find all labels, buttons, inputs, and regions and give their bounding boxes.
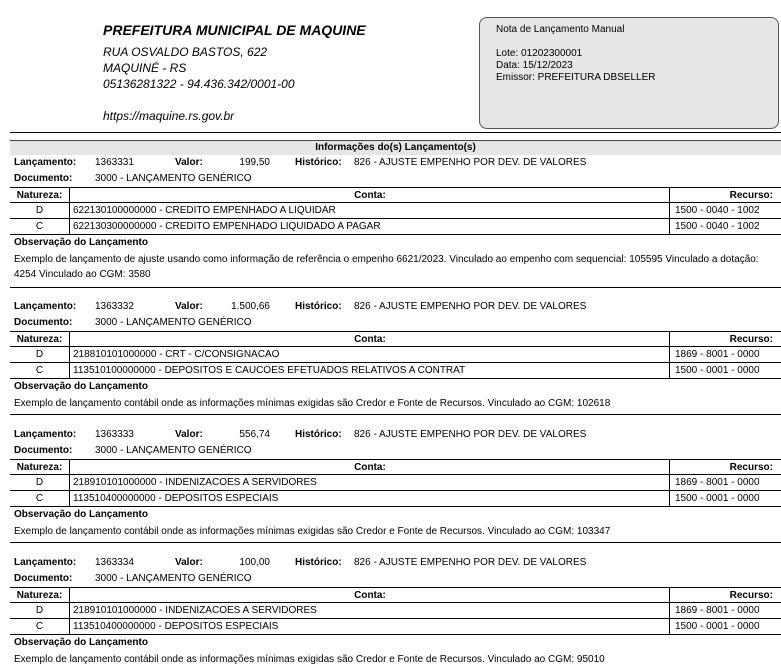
natureza-cell: C <box>10 491 70 507</box>
table-row <box>10 203 781 219</box>
documento-row <box>10 171 781 187</box>
lancamento-label: Lançamento: <box>14 301 77 312</box>
recurso-cell: 1500 - 0001 - 0000 <box>675 365 760 376</box>
conta-header: Conta: <box>71 332 670 348</box>
observacao-title: Observação do Lançamento <box>14 637 148 648</box>
documento-row <box>10 443 781 459</box>
observacao-title: Observação do Lançamento <box>14 381 148 392</box>
header-divider <box>10 132 781 133</box>
entry-divider <box>10 287 781 288</box>
entry-summary-row <box>10 555 781 571</box>
table-row <box>10 219 781 235</box>
recurso-header: Recurso: <box>729 334 773 345</box>
documento-row <box>10 315 781 331</box>
recurso-cell: 1869 - 8001 - 0000 <box>675 605 760 616</box>
historico-label: Histórico: <box>295 157 342 168</box>
recurso-header: Recurso: <box>729 190 773 201</box>
nota-info-box <box>479 17 779 129</box>
recurso-cell: 1869 - 8001 - 0000 <box>675 477 760 488</box>
observacao-text: Exemplo de lançamento contábil onde as informações mínimas exigidas são Credor e Fonte de Recursos. Vinculado ao CGM: 102618 <box>14 398 611 409</box>
entry-divider <box>10 542 781 543</box>
natureza-cell: D <box>10 347 70 363</box>
natureza-cell: C <box>10 619 70 635</box>
natureza-cell: C <box>10 219 70 235</box>
recurso-header: Recurso: <box>729 590 773 601</box>
natureza-header: Natureza: <box>10 332 70 348</box>
table-row <box>10 491 781 507</box>
documento-label: Documento: <box>14 173 73 184</box>
table-header-row <box>10 587 781 603</box>
recurso-cell: 1869 - 8001 - 0000 <box>675 349 760 360</box>
recurso-cell: 1500 - 0001 - 0000 <box>675 493 760 504</box>
natureza-header: Natureza: <box>10 460 70 476</box>
nota-emissor: Emissor: PREFEITURA DBSELLER <box>496 72 656 83</box>
valor-label: Valor: <box>175 157 203 168</box>
conta-header: Conta: <box>71 588 670 604</box>
lancamento-value: 1363331 <box>95 157 134 168</box>
contact-line: 05136281322 - 94.436.342/0001-00 <box>103 77 295 91</box>
historico-value: 826 - AJUSTE EMPENHO POR DEV. DE VALORES <box>354 557 587 568</box>
city-line: MAQUINÉ - RS <box>103 61 187 75</box>
natureza-cell: D <box>10 475 70 491</box>
historico-label: Histórico: <box>295 301 342 312</box>
lancamento-label: Lançamento: <box>14 557 77 568</box>
observacao-text-cont: 4254 Vinculado ao CGM: 3580 <box>14 269 151 280</box>
website-link[interactable]: https://maquine.rs.gov.br <box>103 109 235 123</box>
entry-summary-row <box>10 427 781 443</box>
recurso-cell: 1500 - 0040 - 1002 <box>675 205 760 216</box>
documento-row <box>10 571 781 587</box>
documento-value: 3000 - LANÇAMENTO GENÉRICO <box>95 573 252 584</box>
natureza-header: Natureza: <box>10 188 70 204</box>
table-row <box>10 363 781 379</box>
observacao-title: Observação do Lançamento <box>14 509 148 520</box>
historico-label: Histórico: <box>295 429 342 440</box>
lancamento-value: 1363332 <box>95 301 134 312</box>
table-row <box>10 347 781 363</box>
valor-value: 100,00 <box>239 557 270 568</box>
natureza-header: Natureza: <box>10 588 70 604</box>
recurso-cell: 1500 - 0001 - 0000 <box>675 621 760 632</box>
natureza-cell: D <box>10 203 70 219</box>
documento-label: Documento: <box>14 445 73 456</box>
historico-value: 826 - AJUSTE EMPENHO POR DEV. DE VALORES <box>354 301 587 312</box>
nota-data: Data: 15/12/2023 <box>496 60 573 71</box>
valor-label: Valor: <box>175 301 203 312</box>
entry-divider <box>10 414 781 415</box>
historico-value: 826 - AJUSTE EMPENHO POR DEV. DE VALORES <box>354 157 587 168</box>
observacao-text: Exemplo de lançamento contábil onde as informações mínimas exigidas são Credor e Fonte de Recursos. Vinculado ao CGM: 103347 <box>14 526 611 537</box>
lancamento-value: 1363334 <box>95 557 134 568</box>
natureza-cell: C <box>10 363 70 379</box>
table-row <box>10 619 781 635</box>
valor-value: 1.500,66 <box>231 301 270 312</box>
nota-title: Nota de Lançamento Manual <box>496 24 625 35</box>
entry-summary-row <box>10 155 781 171</box>
lancamento-value: 1363333 <box>95 429 134 440</box>
conta-cell: 218910101000000 - INDENIZACOES A SERVIDORES <box>71 475 670 491</box>
conta-cell: 113510400000000 - DEPOSITOS ESPECIAIS <box>71 619 670 635</box>
historico-value: 826 - AJUSTE EMPENHO POR DEV. DE VALORES <box>354 429 587 440</box>
valor-label: Valor: <box>175 429 203 440</box>
lancamento-label: Lançamento: <box>14 157 77 168</box>
observacao-title: Observação do Lançamento <box>14 237 148 248</box>
entry-summary-row <box>10 299 781 315</box>
table-header-row <box>10 331 781 347</box>
address-line: RUA OSVALDO BASTOS, 622 <box>103 45 268 59</box>
conta-cell: 113510400000000 - DEPOSITOS ESPECIAIS <box>71 491 670 507</box>
documento-value: 3000 - LANÇAMENTO GENÉRICO <box>95 445 252 456</box>
table-row <box>10 475 781 491</box>
recurso-cell: 1500 - 0040 - 1002 <box>675 221 760 232</box>
documento-label: Documento: <box>14 573 73 584</box>
recurso-header: Recurso: <box>729 462 773 473</box>
natureza-cell: D <box>10 603 70 619</box>
historico-label: Histórico: <box>295 557 342 568</box>
conta-cell: 218910101000000 - INDENIZACOES A SERVIDORES <box>71 603 670 619</box>
conta-cell: 113510100000000 - DEPOSITOS E CAUCOES EFETUADOS RELATIVOS A CONTRAT <box>71 363 670 379</box>
conta-cell: 622130300000000 - CREDITO EMPENHADO LIQUIDADO A PAGAR <box>71 219 670 235</box>
observacao-text: Exemplo de lançamento contábil onde as informações mínimas exigidas são Credor e Fonte de Recursos. Vinculado ao CGM: 95010 <box>14 654 605 665</box>
valor-label: Valor: <box>175 557 203 568</box>
conta-header: Conta: <box>71 188 670 204</box>
nota-lote: Lote: 01202300001 <box>496 48 583 59</box>
conta-cell: 622130100000000 - CREDITO EMPENHADO A LIQUIDAR <box>71 203 670 219</box>
conta-cell: 218810101000000 - CRT - C/CONSIGNACAO <box>71 347 670 363</box>
documento-value: 3000 - LANÇAMENTO GENÉRICO <box>95 317 252 328</box>
table-row <box>10 603 781 619</box>
valor-value: 199,50 <box>239 157 270 168</box>
documento-label: Documento: <box>14 317 73 328</box>
table-header-row <box>10 459 781 475</box>
conta-header: Conta: <box>71 460 670 476</box>
documento-value: 3000 - LANÇAMENTO GENÉRICO <box>95 173 252 184</box>
valor-value: 556,74 <box>239 429 270 440</box>
table-header-row <box>10 187 781 203</box>
lancamento-label: Lançamento: <box>14 429 77 440</box>
section-title: Informações do(s) Lançamento(s) <box>10 140 781 155</box>
observacao-text: Exemplo de lançamento de ajuste usando como informação de referência o empenho 6621/2023. Vinculado ao empenho com sequencial: 105595 Vinculado a dotação: <box>14 254 759 265</box>
municipality-title: PREFEITURA MUNICIPAL DE MAQUINE <box>103 22 366 38</box>
